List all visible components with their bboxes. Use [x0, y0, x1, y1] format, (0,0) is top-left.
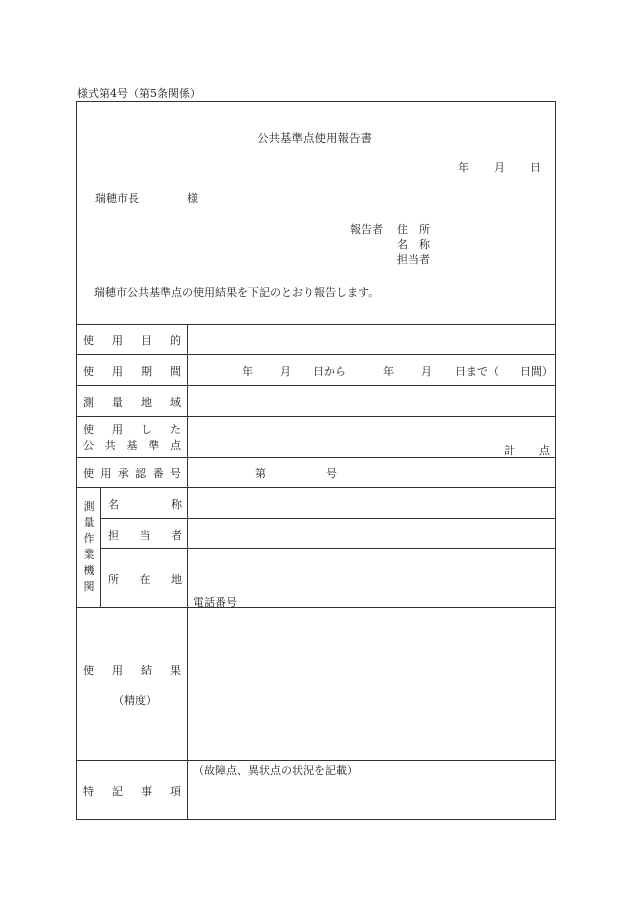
period-end-month: 月	[421, 365, 432, 378]
label-usage-result	[83, 662, 181, 678]
label-purpose-char: 用	[112, 334, 123, 347]
label-area-char: 地	[141, 396, 152, 409]
report-statement: 瑞穂市公共基準点の使用結果を下記のとおり報告します。	[94, 286, 380, 299]
label-approval-char: 認	[135, 467, 147, 480]
divider-row-points	[76, 457, 556, 458]
label-approval-char: 使	[83, 467, 94, 480]
addressee-suffix: 様	[187, 192, 198, 205]
label-org-location-char: 所	[108, 573, 119, 586]
label-usage-result-char: 果	[170, 664, 181, 677]
label-survey-org-char: 業	[83, 548, 95, 561]
addressee-name: 瑞穂市長	[95, 192, 139, 205]
label-used-points-char: 公	[83, 439, 94, 452]
org-phone-label: 電話番号	[193, 596, 237, 609]
label-survey-org-char: 量	[83, 516, 95, 529]
label-survey-org	[80, 499, 98, 595]
label-org-person-char: 担	[108, 529, 119, 542]
period-start-month: 月	[280, 365, 291, 378]
divider-row-result	[76, 760, 556, 761]
label-period-char: 間	[170, 365, 181, 378]
label-period-char: 期	[141, 365, 152, 378]
label-approval-char: 番	[152, 467, 164, 480]
label-used-points-char: 点	[170, 439, 181, 452]
label-org-name-char: 名	[108, 498, 119, 511]
points-count-unit	[504, 442, 550, 458]
label-survey-org-char: 測	[83, 500, 95, 513]
label-org-person-char: 者	[171, 529, 182, 542]
divider-org-name	[100, 518, 556, 519]
divider-org-person	[100, 548, 556, 549]
label-used-points-char: 準	[148, 439, 160, 452]
label-approval-char: 承	[117, 467, 129, 480]
notes-hint: （故障点、異状点の状況を記載）	[193, 764, 358, 777]
label-survey-org-char: 機	[83, 564, 95, 577]
form-title: 公共基準点使用報告書	[257, 131, 372, 145]
form-number: 様式第4号（第5条関係）	[77, 87, 201, 100]
label-column-divider	[187, 324, 188, 820]
reporter-address-label: 住 所	[397, 223, 430, 236]
label-purpose-char: 的	[170, 334, 181, 347]
date-year: 年	[458, 161, 469, 174]
period-days: 日間）	[520, 365, 553, 378]
points-total-label: 計	[504, 444, 515, 457]
approval-suffix: 号	[326, 467, 337, 480]
divider-row-approval	[76, 487, 556, 488]
label-org-location	[108, 571, 182, 587]
label-usage-result-char: 結	[141, 664, 152, 677]
label-used-points-char: し	[141, 423, 152, 436]
label-used-points-line1	[83, 421, 181, 437]
label-usage-result-char: 用	[112, 664, 123, 677]
label-special-notes	[83, 783, 181, 799]
label-org-name-char: 称	[171, 498, 182, 511]
label-approval-char: 号	[169, 467, 181, 480]
label-approval-number	[83, 465, 181, 481]
period-start-year: 年	[242, 365, 253, 378]
label-accuracy: （精度）	[113, 694, 157, 707]
label-used-points-char: 共	[104, 439, 116, 452]
label-org-person	[108, 527, 182, 543]
divider-row-period	[76, 385, 556, 386]
approval-prefix: 第	[255, 467, 266, 480]
reporter-person-label: 担当者	[397, 253, 430, 266]
report-form-frame	[76, 101, 556, 820]
label-special-notes-char: 項	[170, 785, 181, 798]
period-end-day: 日まで（	[455, 365, 499, 378]
period-end-year: 年	[383, 365, 394, 378]
label-period-char: 使	[83, 365, 94, 378]
divider-row-purpose	[76, 354, 556, 355]
period-start-day: 日から	[313, 365, 346, 378]
label-area	[83, 394, 181, 410]
label-purpose	[83, 332, 181, 348]
label-usage-result-char: 使	[83, 664, 94, 677]
points-unit-label: 点	[539, 444, 550, 457]
label-area-char: 量	[112, 396, 123, 409]
label-purpose-char: 使	[83, 334, 94, 347]
divider-header	[76, 324, 556, 325]
date-day: 日	[530, 161, 541, 174]
label-org-location-char: 在	[139, 573, 151, 586]
label-survey-org-char: 関	[83, 580, 95, 593]
reporter-label: 報告者	[350, 223, 383, 236]
divider-row-area	[76, 416, 556, 417]
label-period-char: 用	[112, 365, 123, 378]
label-purpose-char: 目	[141, 334, 152, 347]
label-special-notes-char: 記	[112, 785, 123, 798]
date-month: 月	[494, 161, 505, 174]
label-period	[83, 363, 181, 379]
label-special-notes-char: 事	[141, 785, 152, 798]
label-area-char: 域	[170, 396, 181, 409]
label-used-points-char: 使	[83, 423, 94, 436]
org-group-divider	[100, 487, 101, 607]
divider-row-org	[76, 607, 556, 608]
label-used-points-char: た	[170, 423, 181, 436]
label-org-person-char: 当	[139, 529, 151, 542]
label-special-notes-char: 特	[83, 785, 94, 798]
label-survey-org-char: 作	[83, 532, 95, 545]
label-used-points-char: 用	[112, 423, 123, 436]
label-used-points-char: 基	[126, 439, 138, 452]
label-org-name	[108, 496, 182, 512]
label-area-char: 測	[83, 396, 94, 409]
label-used-points-line2	[83, 437, 181, 453]
label-approval-char: 用	[100, 467, 112, 480]
label-org-location-char: 地	[171, 573, 182, 586]
reporter-name-label: 名 称	[397, 238, 430, 251]
